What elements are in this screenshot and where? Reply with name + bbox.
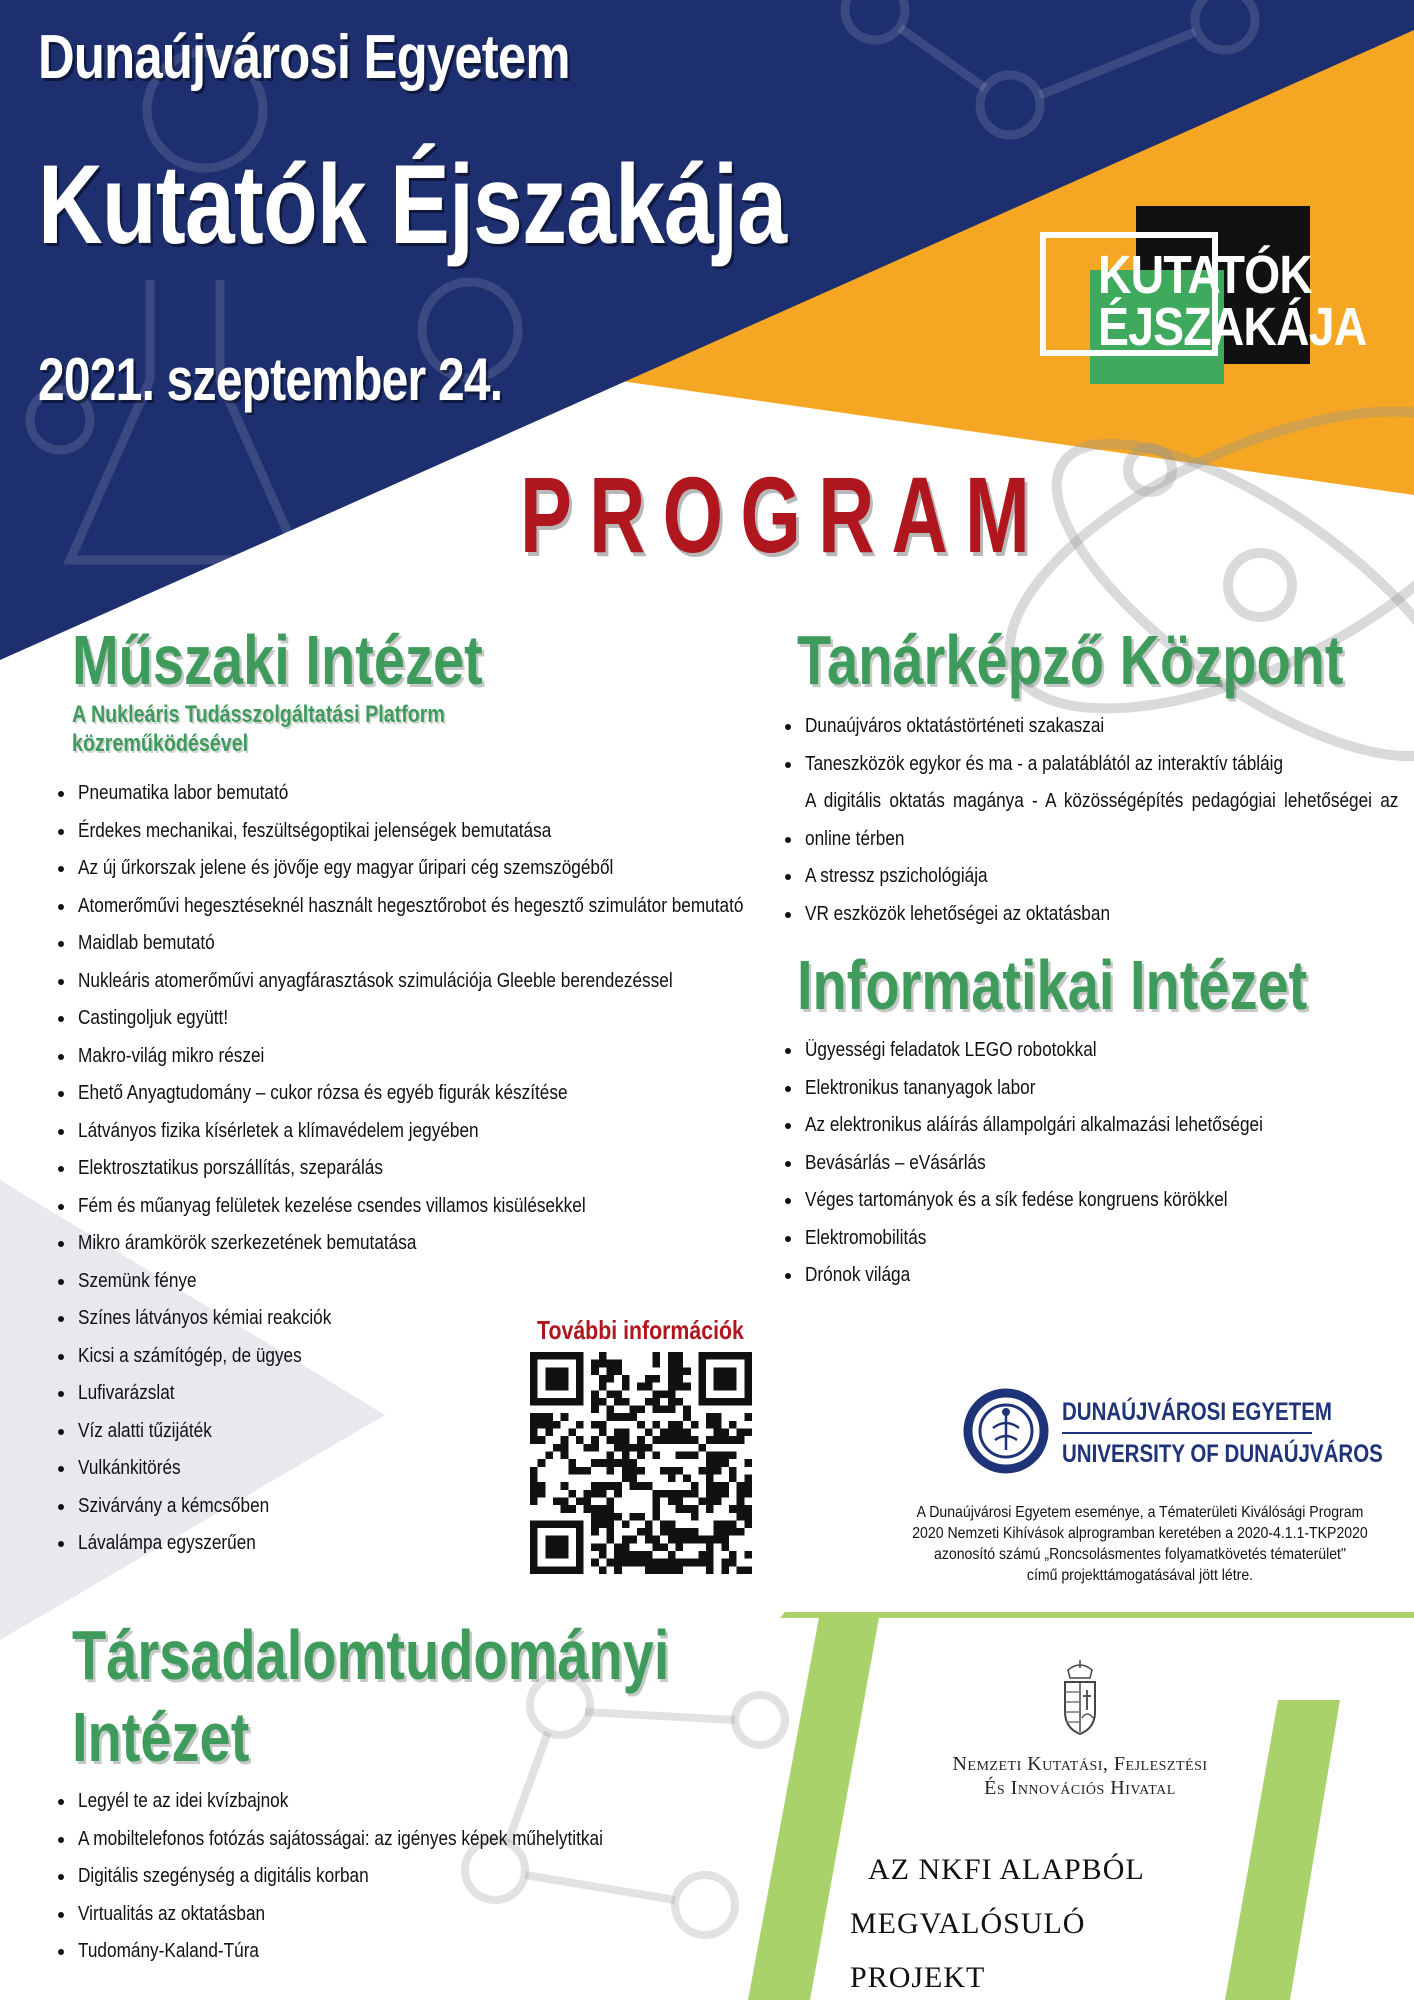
list-item: • Vulkánkitörés <box>76 1450 766 1488</box>
university-logo-divider <box>1062 1432 1312 1434</box>
list-item: • Legyél te az idei kvízbajnok <box>76 1783 766 1821</box>
list-item: • Virtualitás az oktatásban <box>76 1896 766 1934</box>
logo-word-ejszakaja: ÉJSZAKÁJA <box>1098 297 1367 357</box>
program-title: PROGRAM <box>520 454 1048 575</box>
list-item: • Tudomány-Kaland-Túra <box>76 1933 766 1971</box>
kutatok-ejszakaja-logo <box>1040 206 1367 384</box>
university-name: Dunaújvárosi Egyetem <box>38 23 570 92</box>
nkfih-name <box>900 1752 1260 1800</box>
list-item: • Drónok világa <box>803 1257 1414 1295</box>
nkfih-line: És Innovációs Hivatal <box>984 1777 1176 1799</box>
list-item: • Atomerőművi hegesztéseknél használt hegesztőrobot és hegesztő szimulátor bemutató <box>76 888 766 926</box>
list-item: • Mikro áramkörök szerkezetének bemutatása <box>76 1225 766 1263</box>
list-item: • Dunaújváros oktatástörténeti szakaszai <box>803 708 1414 746</box>
qr-modules <box>530 1352 752 1574</box>
list-item: • Kicsi a számítógép, de ügyes <box>76 1338 766 1376</box>
list-item: • Castingoljuk együtt! <box>76 1000 766 1038</box>
section-title-tarsadalom-line2: Intézet <box>72 1698 250 1776</box>
section-subtitle-muszaki <box>72 700 445 758</box>
qr-code[interactable] <box>530 1352 752 1574</box>
list-item: • Látványos fizika kísérletek a klímavédelem jegyében <box>76 1113 766 1151</box>
program-list-informatikai <box>775 1032 1414 1295</box>
section-title-muszaki: Műszaki Intézet <box>72 621 483 699</box>
list-item: • Taneszközök egykor és ma - a palatáblától az interaktív tábláig <box>803 746 1414 784</box>
section-title-informatikai: Informatikai Intézet <box>797 946 1308 1024</box>
list-item: • Elektrosztatikus porszállítás, szeparálás <box>76 1150 766 1188</box>
list-item: • A mobiltelefonos fotózás sajátosságai: az igényes képek műhelytitkai <box>76 1821 766 1859</box>
list-item: • Lávalámpa egyszerűen <box>76 1525 766 1563</box>
list-item: • Ehető Anyagtudomány – cukor rózsa és egyéb figurák készítése <box>76 1075 766 1113</box>
subtitle-line: A Nukleáris Tudásszolgáltatási Platform <box>72 701 445 728</box>
event-title: Kutatók Éjszakája <box>38 142 787 267</box>
list-item: • Véges tartományok és a sík fedése kongruens körökkel <box>803 1182 1414 1220</box>
program-list-tanarkepzo <box>775 708 1414 933</box>
subtitle-line: közreműködésével <box>72 730 249 757</box>
university-logo-name-en: UNIVERSITY OF DUNAÚJVÁROS <box>1062 1440 1383 1468</box>
funding-statement <box>880 1502 1400 1586</box>
logo-word-kutatok: KUTATÓK <box>1098 245 1313 305</box>
nkfi-project-line: MEGVALÓSULÓ PROJEKT <box>850 1907 1086 1994</box>
funding-line: A Dunaújvárosi Egyetem eseménye, a Tématerületi Kiválósági Program <box>916 1504 1364 1521</box>
list-item: • Lufivarázslat <box>76 1375 766 1413</box>
list-item: • A digitális oktatás magánya - A közösségépítés pedagógiai lehetőségei az online térben <box>803 783 1414 858</box>
program-list-tarsadalom <box>48 1783 766 1971</box>
list-item: • Víz alatti tűzijáték <box>76 1413 766 1451</box>
event-date: 2021. szeptember 24. <box>38 346 503 413</box>
nkfi-project-statement <box>850 1843 1210 2005</box>
funding-line: 2020 Nemzeti Kihívások alprogramban keretében a 2020-4.1.1-TKP2020 <box>912 1525 1368 1542</box>
section-title-tarsadalom-line1: Társadalomtudományi <box>72 1616 670 1694</box>
list-item: • Bevásárlás – eVásárlás <box>803 1145 1414 1183</box>
list-item: • Elektromobilitás <box>803 1220 1414 1258</box>
university-emblem-icon <box>963 1388 1049 1474</box>
list-item: • Érdekes mechanikai, feszültségoptikai jelenségek bemutatása <box>76 813 766 851</box>
list-item: • A stressz pszichológiája <box>803 858 1414 896</box>
list-item: • Ügyességi feladatok LEGO robotokkal <box>803 1032 1414 1070</box>
section-title-tanarkepzo: Tanárképző Központ <box>797 621 1344 699</box>
qr-label: További információk <box>537 1315 744 1345</box>
list-item: • Szivárvány a kémcsőben <box>76 1488 766 1526</box>
list-item: • Maidlab bemutató <box>76 925 766 963</box>
list-item: • Az új űrkorszak jelene és jövője egy magyar űripari cég szemszögéből <box>76 850 766 888</box>
funding-line: című projekttámogatásával jött létre. <box>1026 1567 1254 1584</box>
list-item: • Digitális szegénység a digitális korban <box>76 1858 766 1896</box>
nkfih-line: Nemzeti Kutatási, Fejlesztési <box>952 1753 1208 1775</box>
hungarian-coat-of-arms-icon <box>1060 1660 1100 1736</box>
lime-stripe-diagonal-2 <box>1225 1700 1340 2000</box>
list-item: • Az elektronikus aláírás állampolgári alkalmazási lehetőségei <box>803 1107 1414 1145</box>
list-item: • Elektronikus tananyagok labor <box>803 1070 1414 1108</box>
nkfi-project-line: AZ NKFI ALAPBÓL <box>868 1853 1145 1886</box>
list-item: • Fém és műanyag felületek kezelése csendes villamos kisülésekkel <box>76 1188 766 1226</box>
list-item: • Szemünk fénye <box>76 1263 766 1301</box>
funding-line: azonosító számú „Roncsolásmentes folyamatkövetés tématerület" <box>934 1546 1346 1563</box>
university-logo-name-hu: DUNAÚJVÁROSI EGYETEM <box>1062 1398 1332 1426</box>
list-item: • VR eszközök lehetőségei az oktatásban <box>803 896 1414 934</box>
list-item: • Makro-világ mikro részei <box>76 1038 766 1076</box>
list-item: • Színes látványos kémiai reakciók <box>76 1300 766 1338</box>
list-item: • Pneumatika labor bemutató <box>76 775 766 813</box>
list-item: • Nukleáris atomerőművi anyagfárasztások szimulációja Gleeble berendezéssel <box>76 963 766 1001</box>
